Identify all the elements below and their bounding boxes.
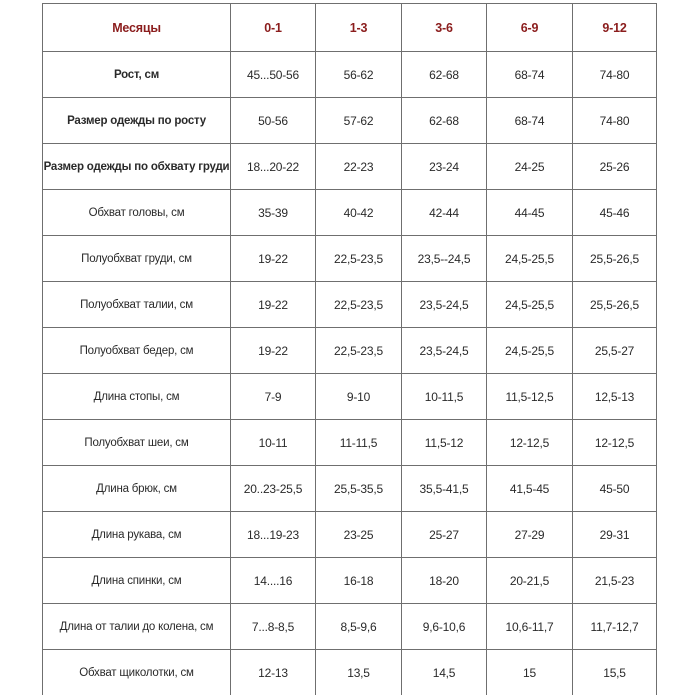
table-row bbox=[43, 328, 657, 374]
table-body bbox=[43, 52, 657, 695]
table-cell: 12-13 bbox=[231, 650, 316, 695]
table-cell: 7...8-8,5 bbox=[231, 604, 316, 650]
row-label: Обхват головы, см bbox=[43, 190, 231, 236]
table-cell: 10-11,5 bbox=[402, 374, 487, 420]
row-label: Длина стопы, см bbox=[43, 374, 231, 420]
table-cell: 11,5-12 bbox=[402, 420, 487, 466]
row-label: Полуобхват шеи, см bbox=[43, 420, 231, 466]
table-cell: 15 bbox=[487, 650, 573, 695]
size-chart-table bbox=[42, 3, 657, 695]
row-label: Размер одежды по росту bbox=[43, 98, 231, 144]
table-cell: 23-24 bbox=[402, 144, 487, 190]
table-cell: 18...19-23 bbox=[231, 512, 316, 558]
table-row bbox=[43, 98, 657, 144]
table-cell: 22-23 bbox=[316, 144, 402, 190]
table-cell: 24-25 bbox=[487, 144, 573, 190]
table-cell: 23,5-24,5 bbox=[402, 282, 487, 328]
table-cell: 35-39 bbox=[231, 190, 316, 236]
table-cell: 50-56 bbox=[231, 98, 316, 144]
table-row bbox=[43, 604, 657, 650]
table-cell: 22,5-23,5 bbox=[316, 328, 402, 374]
table-cell: 22,5-23,5 bbox=[316, 236, 402, 282]
table-row bbox=[43, 282, 657, 328]
row-label: Длина от талии до колена, см bbox=[43, 604, 231, 650]
table-cell: 25,5-26,5 bbox=[573, 236, 657, 282]
row-label: Длина спинки, см bbox=[43, 558, 231, 604]
table-cell: 9,6-10,6 bbox=[402, 604, 487, 650]
table-cell: 41,5-45 bbox=[487, 466, 573, 512]
table-cell: 11,5-12,5 bbox=[487, 374, 573, 420]
table-cell: 16-18 bbox=[316, 558, 402, 604]
row-label: Длина брюк, см bbox=[43, 466, 231, 512]
table-cell: 19-22 bbox=[231, 328, 316, 374]
table-cell: 19-22 bbox=[231, 236, 316, 282]
row-label: Рост, см bbox=[43, 52, 231, 98]
table-cell: 45...50-56 bbox=[231, 52, 316, 98]
table-row bbox=[43, 190, 657, 236]
table-cell: 44-45 bbox=[487, 190, 573, 236]
row-label: Полуобхват груди, см bbox=[43, 236, 231, 282]
table-cell: 25-26 bbox=[573, 144, 657, 190]
table-cell: 57-62 bbox=[316, 98, 402, 144]
table-cell: 42-44 bbox=[402, 190, 487, 236]
header-col-1-3: 1-3 bbox=[316, 4, 402, 52]
table-cell: 20-21,5 bbox=[487, 558, 573, 604]
table-cell: 22,5-23,5 bbox=[316, 282, 402, 328]
table-row bbox=[43, 558, 657, 604]
table-cell: 21,5-23 bbox=[573, 558, 657, 604]
table-row bbox=[43, 512, 657, 558]
table-row bbox=[43, 144, 657, 190]
table-cell: 18-20 bbox=[402, 558, 487, 604]
table-cell: 18...20-22 bbox=[231, 144, 316, 190]
header-col-0-1: 0-1 bbox=[231, 4, 316, 52]
header-label-months: Месяцы bbox=[43, 4, 231, 52]
table-cell: 15,5 bbox=[573, 650, 657, 695]
row-label: Полуобхват талии, см bbox=[43, 282, 231, 328]
table-cell: 74-80 bbox=[573, 98, 657, 144]
table-cell: 74-80 bbox=[573, 52, 657, 98]
table-row bbox=[43, 420, 657, 466]
table-row bbox=[43, 236, 657, 282]
table-cell: 19-22 bbox=[231, 282, 316, 328]
table-cell: 13,5 bbox=[316, 650, 402, 695]
row-label: Полуобхват бедер, см bbox=[43, 328, 231, 374]
table-cell: 14....16 bbox=[231, 558, 316, 604]
table-cell: 25,5-27 bbox=[573, 328, 657, 374]
table-cell: 68-74 bbox=[487, 98, 573, 144]
table-cell: 56-62 bbox=[316, 52, 402, 98]
table-cell: 11-11,5 bbox=[316, 420, 402, 466]
table-cell: 40-42 bbox=[316, 190, 402, 236]
table-cell: 62-68 bbox=[402, 52, 487, 98]
table-cell: 25,5-26,5 bbox=[573, 282, 657, 328]
table-cell: 24,5-25,5 bbox=[487, 328, 573, 374]
table-cell: 10,6-11,7 bbox=[487, 604, 573, 650]
table-cell: 23-25 bbox=[316, 512, 402, 558]
table-cell: 27-29 bbox=[487, 512, 573, 558]
row-label: Длина рукава, см bbox=[43, 512, 231, 558]
table-cell: 45-46 bbox=[573, 190, 657, 236]
header-col-6-9: 6-9 bbox=[487, 4, 573, 52]
table-row bbox=[43, 374, 657, 420]
header-col-3-6: 3-6 bbox=[402, 4, 487, 52]
table-cell: 12,5-13 bbox=[573, 374, 657, 420]
table-row bbox=[43, 650, 657, 695]
table-cell: 25,5-35,5 bbox=[316, 466, 402, 512]
table-cell: 24,5-25,5 bbox=[487, 236, 573, 282]
row-label: Размер одежды по обхвату груди bbox=[43, 144, 231, 190]
table-cell: 9-10 bbox=[316, 374, 402, 420]
table-cell: 62-68 bbox=[402, 98, 487, 144]
table-cell: 23,5--24,5 bbox=[402, 236, 487, 282]
row-label: Обхват щиколотки, см bbox=[43, 650, 231, 695]
table-cell: 7-9 bbox=[231, 374, 316, 420]
table-cell: 11,7-12,7 bbox=[573, 604, 657, 650]
table-cell: 25-27 bbox=[402, 512, 487, 558]
table-cell: 10-11 bbox=[231, 420, 316, 466]
table-cell: 14,5 bbox=[402, 650, 487, 695]
header-col-9-12: 9-12 bbox=[573, 4, 657, 52]
table-cell: 12-12,5 bbox=[573, 420, 657, 466]
table-cell: 45-50 bbox=[573, 466, 657, 512]
table-cell: 29-31 bbox=[573, 512, 657, 558]
table-cell: 23,5-24,5 bbox=[402, 328, 487, 374]
table-cell: 12-12,5 bbox=[487, 420, 573, 466]
table-cell: 68-74 bbox=[487, 52, 573, 98]
table-cell: 24,5-25,5 bbox=[487, 282, 573, 328]
table-cell: 8,5-9,6 bbox=[316, 604, 402, 650]
header-row bbox=[43, 4, 657, 52]
table-row bbox=[43, 466, 657, 512]
table-cell: 20..23-25,5 bbox=[231, 466, 316, 512]
table-row bbox=[43, 52, 657, 98]
table-cell: 35,5-41,5 bbox=[402, 466, 487, 512]
